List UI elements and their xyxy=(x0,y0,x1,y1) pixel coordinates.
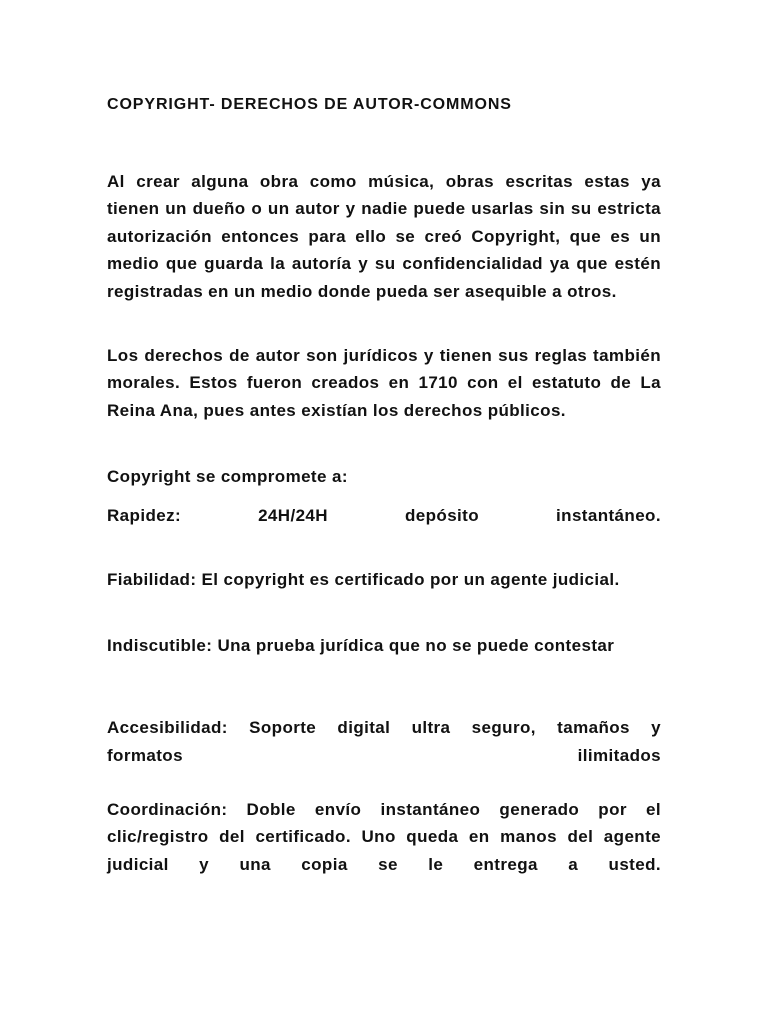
paragraph-commitment: Copyright se compromete a: xyxy=(107,467,348,486)
rapidez-label: Rapidez: xyxy=(107,506,182,525)
paragraph-accesibilidad-line1: Accesibilidad: Soporte digital ultra seguro, tamaños y xyxy=(107,718,661,737)
rapidez-value-3: instantáneo. xyxy=(556,506,661,525)
rapidez-line xyxy=(107,502,661,529)
rapidez-value-1: 24H/24H xyxy=(258,506,328,525)
rapidez-value-2: depósito xyxy=(404,506,480,525)
paragraph-fiabilidad: Fiabilidad: El copyright es certificado por un agente judicial. xyxy=(107,570,620,589)
paragraph-history: Los derechos de autor son jurídicos y tienen sus reglas también morales. Estos fueron creados en 1710 con el estatuto de La Reina Ana, pues antes existían los derechos públicos. xyxy=(107,346,661,420)
accesibilidad-left: formatos xyxy=(107,746,183,765)
paragraph-coordinacion: Coordinación: Doble envío instantáneo generado por el clic/registro del certificado. Uno queda en manos del agente judicial y una copia se le entrega a usted. xyxy=(107,800,661,874)
accesibilidad-line2 xyxy=(107,742,661,769)
accesibilidad-right: ilimitados xyxy=(577,746,661,765)
document-title: COPYRIGHT- DERECHOS DE AUTOR-COMMONS xyxy=(107,96,512,113)
paragraph-intro: Al crear alguna obra como música, obras escritas estas ya tienen un dueño o un autor y nadie puede usarlas sin su estricta autorización entonces para ello se creó Copyright, que es un medio que guarda la autoría y su confidencialidad ya que estén registradas en un medio donde pueda ser asequible a otros. xyxy=(107,172,661,301)
paragraph-indiscutible: Indiscutible: Una prueba jurídica que no se puede contestar xyxy=(107,636,615,655)
